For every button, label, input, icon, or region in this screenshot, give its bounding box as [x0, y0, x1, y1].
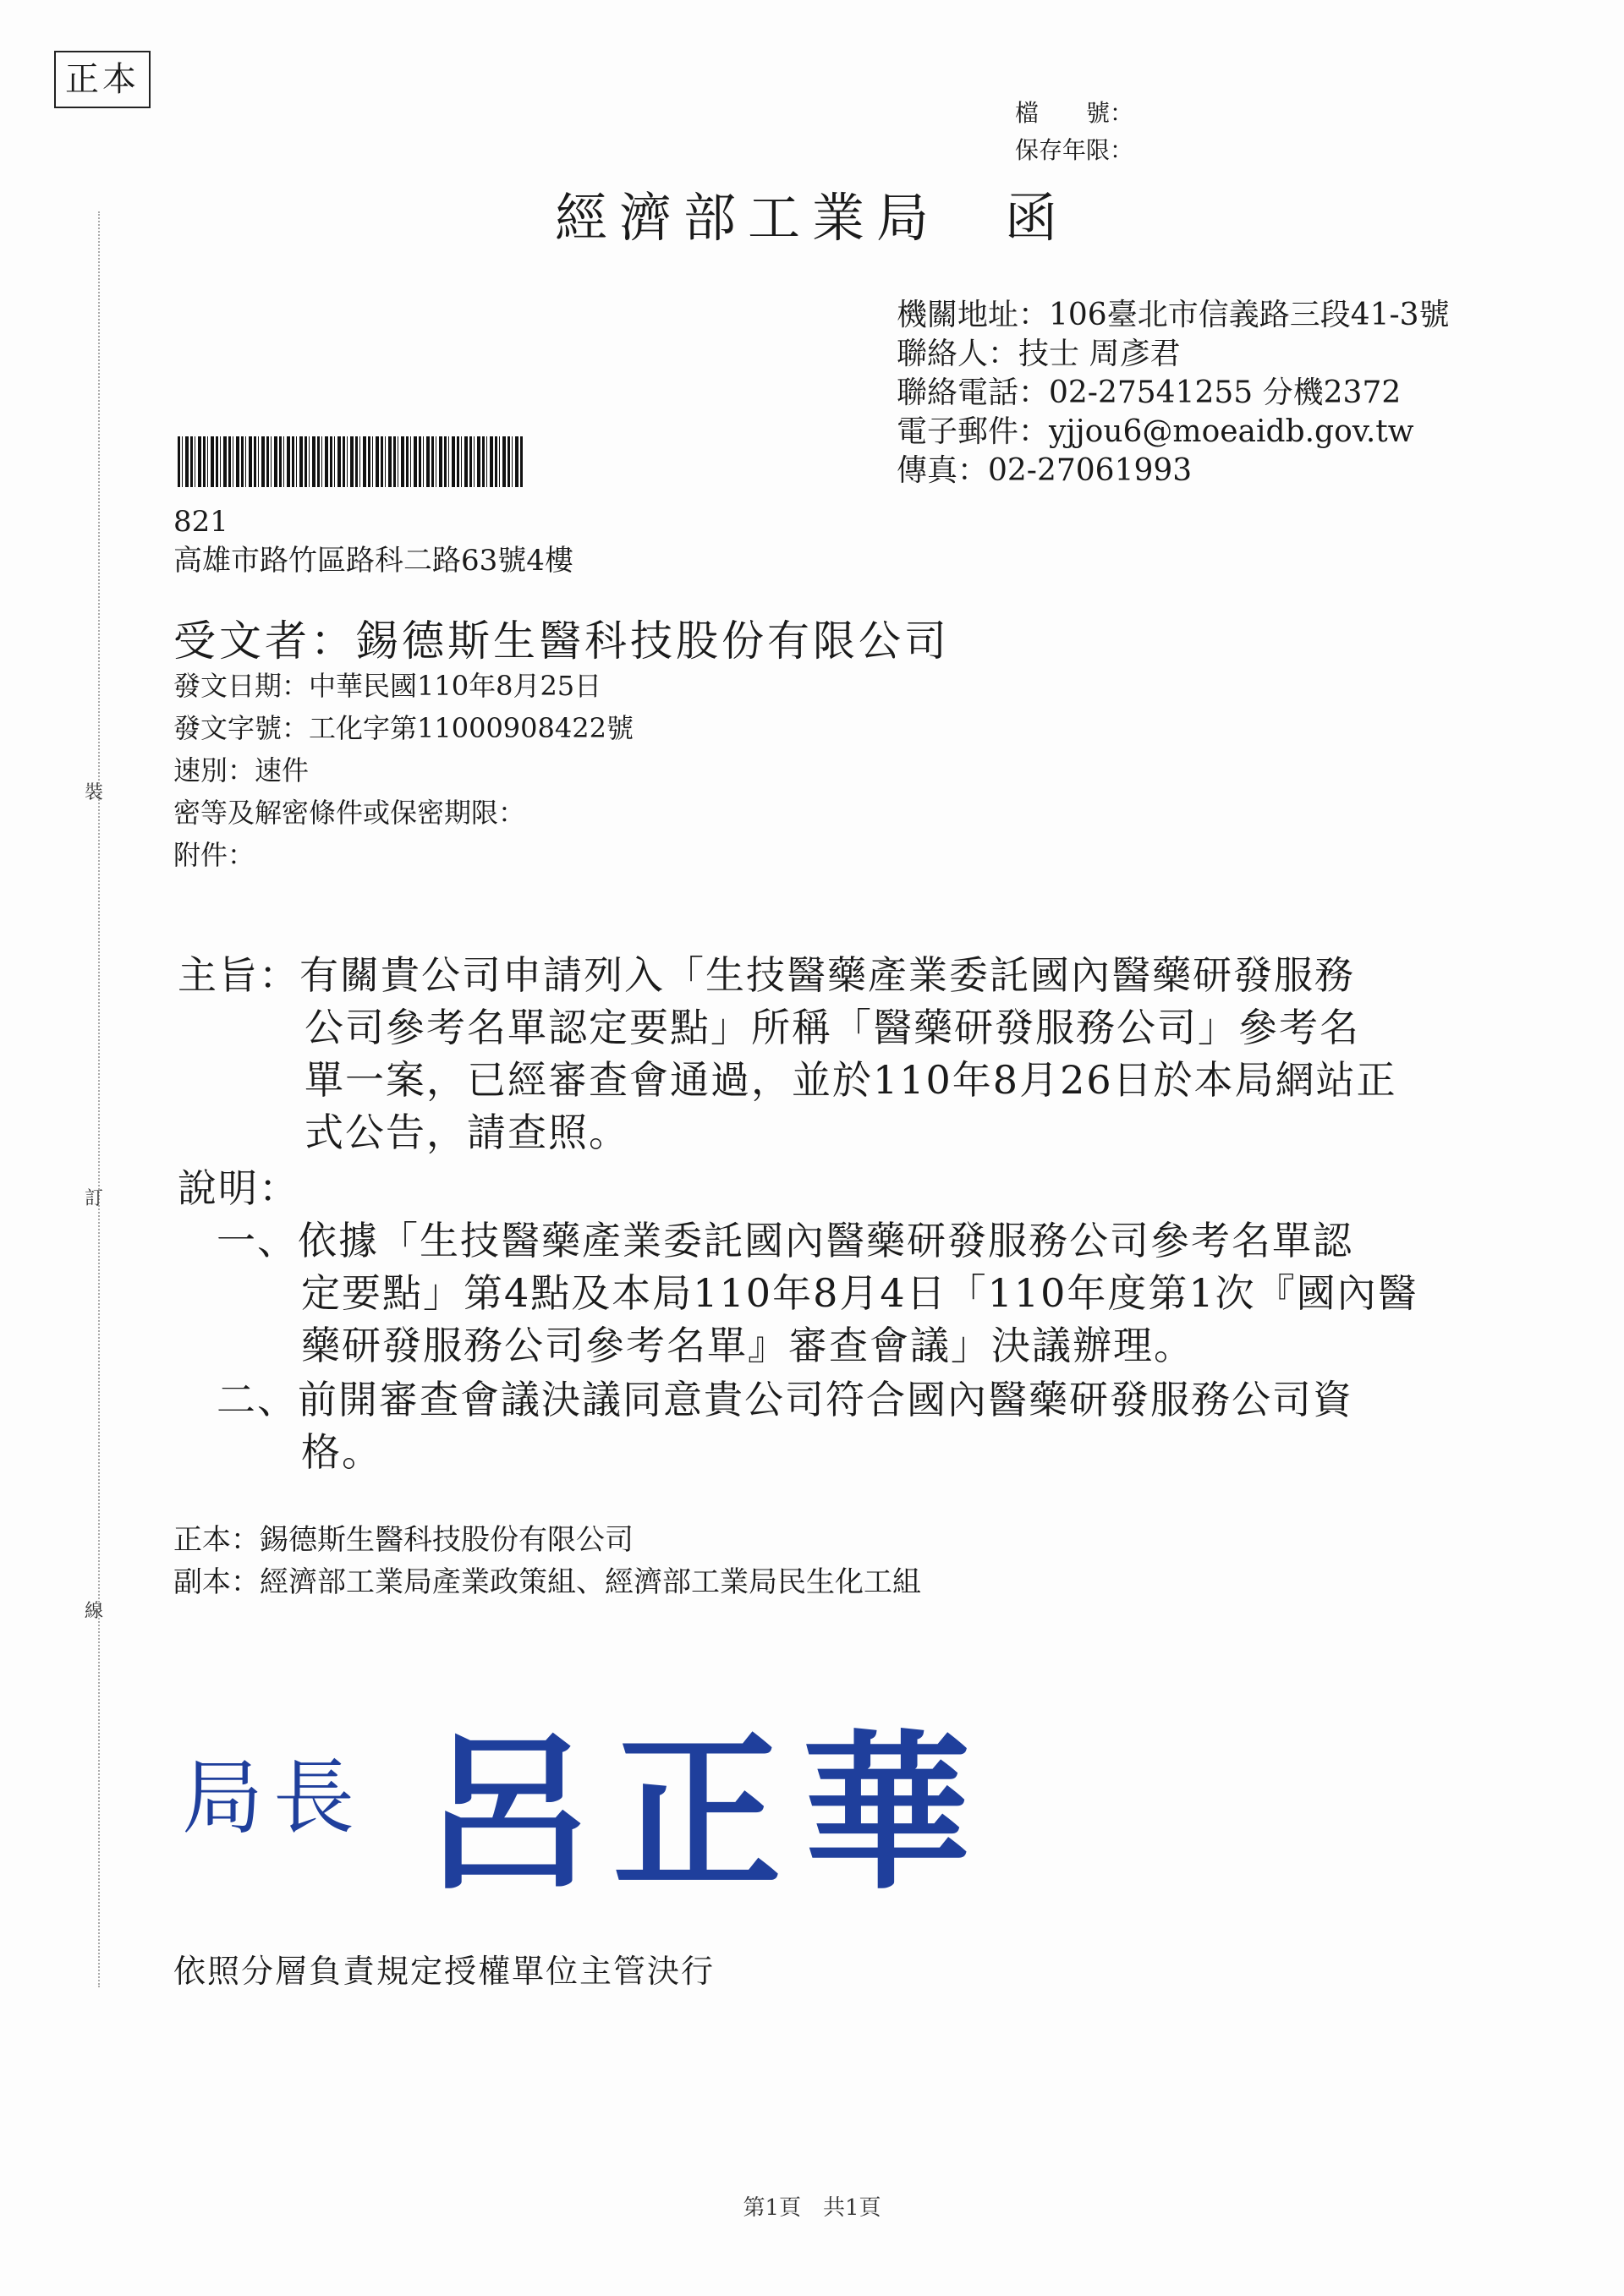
original-copy-stamp: 正本 — [54, 51, 151, 108]
document-number: 發文字號：工化字第11000908422號 — [173, 712, 634, 744]
explanation-heading: 說明： — [178, 1165, 299, 1211]
file-number-label: 檔 號： — [1015, 99, 1134, 127]
subject-line-4: 式公告，請查照。 — [304, 1110, 629, 1155]
document-metadata — [173, 665, 634, 876]
binding-mark-bind: 裝 — [85, 782, 104, 803]
priority: 速別：速件 — [173, 754, 310, 786]
copy-recipients: 副本：經濟部工業局產業政策組、經濟部工業局民生化工組 — [173, 1565, 921, 1599]
barcode — [178, 436, 524, 487]
explanation-item-2-line-2: 格。 — [301, 1429, 382, 1475]
contact-email: 電子郵件：yjjou6@moeaidb.gov.tw — [897, 414, 1414, 449]
explanation-item-1-line-2: 定要點」第4點及本局110年8月4日「110年度第1次『國內醫 — [301, 1270, 1418, 1316]
binding-mark-staple: 訂 — [85, 1188, 104, 1209]
subject-line-1: 主旨：有關貴公司申請列入「生技醫藥產業委託國內醫藥研發服務 — [178, 952, 1355, 998]
contact-phone: 聯絡電話：02-27541255 分機2372 — [897, 375, 1402, 410]
secrecy-level: 密等及解密條件或保密期限： — [173, 797, 526, 829]
issue-date: 發文日期：中華民國110年8月25日 — [173, 670, 602, 702]
retention-period-label: 保存年限： — [1015, 136, 1134, 164]
contact-person: 聯絡人：技士 周彥君 — [897, 337, 1181, 371]
agency-address: 機關地址：106臺北市信義路三段41-3號 — [897, 298, 1450, 332]
subject-line-2: 公司參考名單認定要點」所稱「醫藥研發服務公司」參考名 — [304, 1005, 1360, 1050]
signatory-title: 局長 — [182, 1751, 365, 1845]
binding-line — [98, 211, 100, 1987]
signatory-name-stamp: 呂正華 — [423, 1714, 992, 1913]
explanation-item-1-line-3: 藥研發服務公司參考名單』審查會議」決議辦理。 — [301, 1323, 1194, 1368]
delegation-note: 依照分層負責規定授權單位主管決行 — [173, 1953, 716, 1990]
binding-mark-line: 線 — [85, 1601, 104, 1622]
attachments: 附件： — [173, 839, 255, 871]
page-number: 第1頁 共1頁 — [743, 2195, 881, 2221]
explanation-item-2-line-1: 二、前開審查會議決議同意貴公司符合國內醫藥研發服務公司資 — [217, 1377, 1353, 1422]
document-title: 經濟部工業局 函 — [554, 187, 1069, 249]
contact-fax: 傳真：02-27061993 — [897, 453, 1193, 488]
agency-contact-block — [897, 296, 1450, 490]
mailing-address: 高雄市路竹區路科二路63號4樓 — [173, 544, 573, 578]
postal-code: 821 — [173, 505, 228, 539]
recipient: 受文者：錫德斯生醫科技股份有限公司 — [173, 616, 950, 666]
subject-line-3: 單一案，已經審查會通過，並於110年8月26日於本局網站正 — [304, 1057, 1397, 1103]
original-recipient: 正本：錫德斯生醫科技股份有限公司 — [173, 1523, 634, 1557]
explanation-item-1-line-1: 一、依據「生技醫藥產業委託國內醫藥研發服務公司參考名單認 — [217, 1218, 1353, 1263]
